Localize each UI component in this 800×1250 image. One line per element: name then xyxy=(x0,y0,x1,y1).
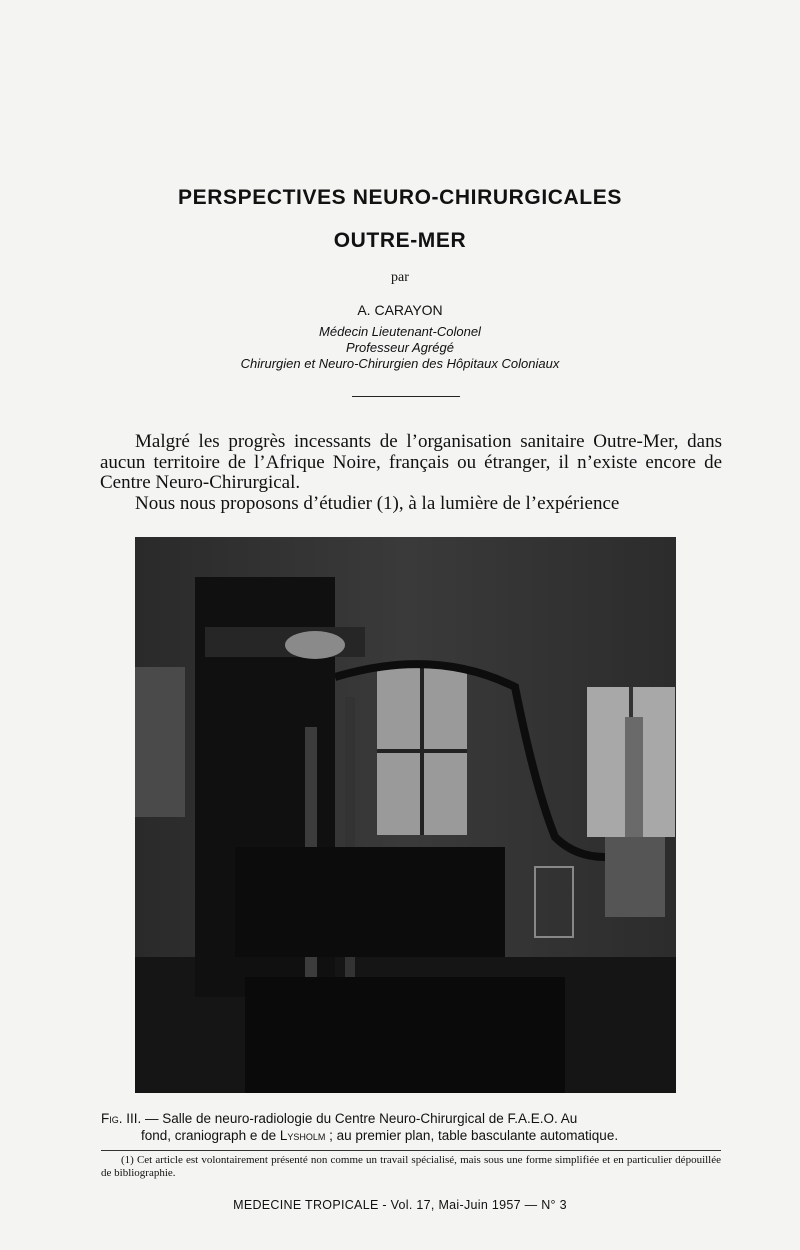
author-name: A. CARAYON xyxy=(357,302,443,318)
caption-text: ; au premier plan, table basculante automatique. xyxy=(325,1128,619,1143)
author-affiliation-rank: Médecin Lieutenant-Colonel xyxy=(319,324,481,339)
author-affiliation-role: Chirurgien et Neuro-Chirurgien des Hôpitaux Coloniaux xyxy=(240,356,560,371)
radiology-room-photo xyxy=(135,537,676,1093)
figure-caption xyxy=(101,1110,721,1144)
figure-photograph xyxy=(135,537,676,1093)
caption-text: fond, craniograph e de xyxy=(141,1128,280,1143)
body-paragraph: Malgré les progrès incessants de l’organisation sanitaire Outre-Mer, dans aucun territoire de l’Afrique Noire, français ou étranger, il n’existe encore de Centre Neuro-Chirurgical. xyxy=(100,431,722,493)
footnote: (1) Cet article est volontairement présenté non comme un travail spécialisé, mais sous une forme simplifiée et en particulier dépouillée de bibliographie. xyxy=(101,1154,721,1179)
author-affiliation-title: Professeur Agrégé xyxy=(346,340,454,355)
figure-label: Fig. III. xyxy=(101,1111,142,1126)
article-title-line2: OUTRE-MER xyxy=(333,229,467,252)
caption-text: — Salle de neuro-radiologie du Centre Neuro-Chirurgical de F.A.E.O. Au xyxy=(141,1111,578,1126)
article-body xyxy=(100,432,722,514)
footnote-divider xyxy=(101,1150,721,1151)
title-divider xyxy=(352,396,460,397)
body-paragraph: Nous nous proposons d’étudier (1), à la lumière de l’expérience xyxy=(135,492,620,514)
byline-par: par xyxy=(391,270,409,285)
caption-name: Lysholm xyxy=(279,1128,326,1143)
journal-footer: MEDECINE TROPICALE - Vol. 17, Mai-Juin 1957 — N° 3 xyxy=(233,1198,567,1212)
article-title-line1: PERSPECTIVES NEURO-CHIRURGICALES xyxy=(178,186,622,209)
